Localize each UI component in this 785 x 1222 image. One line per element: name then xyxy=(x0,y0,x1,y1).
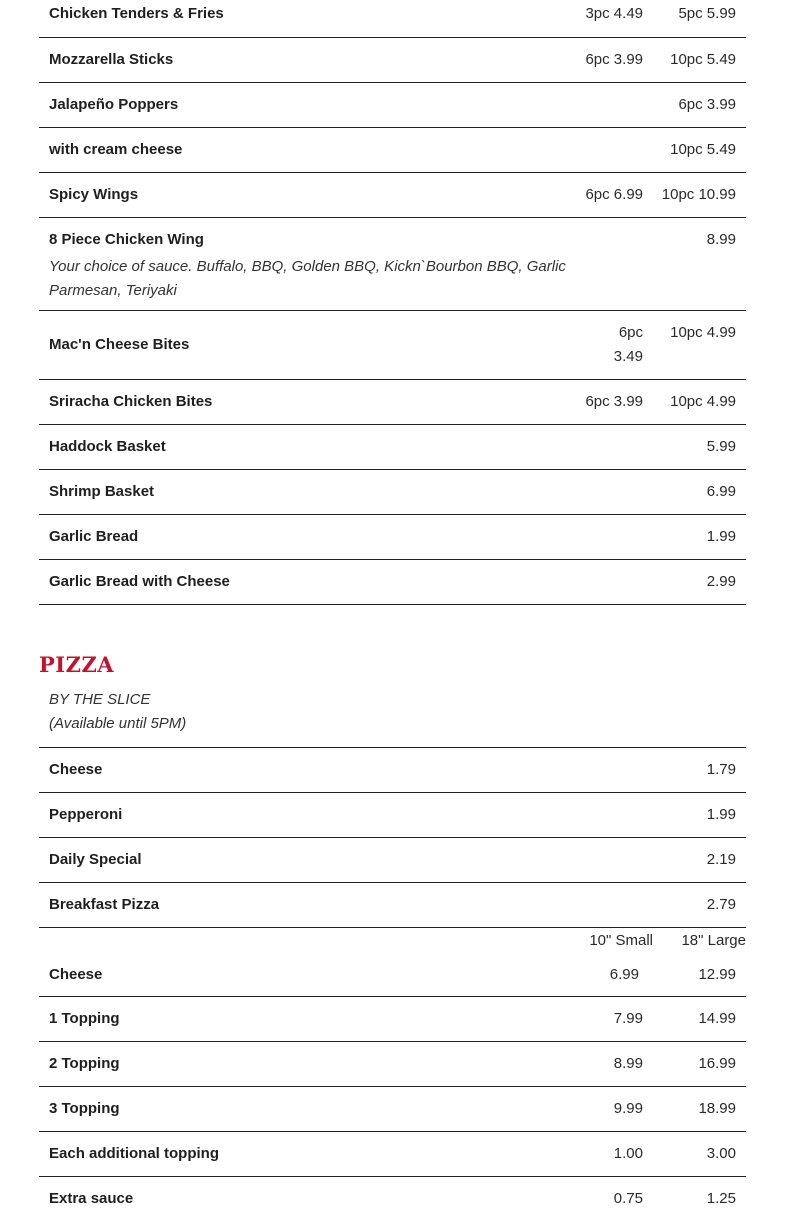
menu-item-haddock-basket xyxy=(39,425,746,470)
item-name: Cheese xyxy=(49,966,103,983)
menu-item-shrimp-basket xyxy=(39,470,746,515)
item-price: 1.99 xyxy=(706,806,736,823)
section-note-line: BY THE SLICE xyxy=(49,691,151,708)
item-name: Garlic Bread with Cheese xyxy=(49,573,230,590)
menu-item-8-piece-chicken-wing xyxy=(39,218,746,311)
size-header xyxy=(39,928,746,963)
item-name: Daily Special xyxy=(49,851,142,868)
item-price-large: 10pc 5.49 xyxy=(670,51,736,68)
item-price-small: 6.99 xyxy=(609,966,639,983)
item-price-large: 5pc 5.99 xyxy=(678,5,736,22)
item-name: Extra sauce xyxy=(49,1190,134,1207)
item-name: Chicken Tenders & Fries xyxy=(49,5,224,22)
item-name: 8 Piece Chicken Wing xyxy=(49,231,204,248)
item-price-small: 6pc 6.99 xyxy=(585,186,643,203)
menu-item-with-cream-cheese xyxy=(39,128,746,173)
item-price: 10pc 5.49 xyxy=(670,141,736,158)
item-price-small: 3.49 xyxy=(613,348,643,365)
item-price: 2.19 xyxy=(706,851,736,868)
item-name: Shrimp Basket xyxy=(49,483,155,500)
item-price-large: 18.99 xyxy=(698,1100,736,1117)
item-price-large: 16.99 xyxy=(698,1055,736,1072)
item-name: Mozzarella Sticks xyxy=(49,51,174,68)
item-name: Mac'n Cheese Bites xyxy=(49,336,190,353)
appetizer-menu xyxy=(39,0,746,605)
item-name: Jalapeño Poppers xyxy=(49,96,179,113)
item-name: Pepperoni xyxy=(49,806,123,823)
menu-item-sriracha-chicken-bites xyxy=(39,380,746,425)
item-price-large: 1.25 xyxy=(706,1190,736,1207)
item-price: 5.99 xyxy=(706,438,736,455)
pizza-menu xyxy=(39,747,746,1222)
item-price: 1.99 xyxy=(706,528,736,545)
item-price-small-qty: 6pc xyxy=(618,324,643,341)
menu-item-spicy-wings xyxy=(39,173,746,218)
item-price: 6.99 xyxy=(706,483,736,500)
menu-item-whole-1-topping xyxy=(39,997,746,1042)
item-name: Spicy Wings xyxy=(49,186,139,203)
item-price-small: 0.75 xyxy=(613,1190,643,1207)
item-name: Sriracha Chicken Bites xyxy=(49,393,213,410)
menu-item-garlic-bread-with-cheese xyxy=(39,560,746,605)
item-name: Each additional topping xyxy=(49,1145,219,1162)
size-small-label: 10" Small xyxy=(589,932,653,949)
item-description: Your choice of sauce. Buffalo, BBQ, Golden BBQ, Kickn`Bourbon BBQ, Garlic Parmesan, Teriyaki xyxy=(49,258,566,299)
item-price: 8.99 xyxy=(706,231,736,248)
menu-item-whole-2-topping xyxy=(39,1042,746,1087)
item-price-large: 14.99 xyxy=(698,1010,736,1027)
item-price-small: 3pc 4.49 xyxy=(585,5,643,22)
item-name: Breakfast Pizza xyxy=(49,896,160,913)
menu-item-mac-n-cheese-bites xyxy=(39,311,746,380)
item-price-small: 7.99 xyxy=(613,1010,643,1027)
menu-item-slice-cheese xyxy=(39,748,746,793)
item-price-large: 10pc 10.99 xyxy=(661,186,736,203)
size-large-label: 18" Large xyxy=(681,932,746,949)
item-price-small: 1.00 xyxy=(613,1145,643,1162)
item-price-small: 6pc 3.99 xyxy=(585,393,643,410)
section-note xyxy=(49,688,186,736)
item-name: 3 Topping xyxy=(49,1100,120,1117)
item-price-large: 10pc 4.99 xyxy=(670,393,736,410)
item-price-large: 3.00 xyxy=(706,1145,736,1162)
menu-item-mozzarella-sticks xyxy=(39,38,746,83)
menu-item-slice-daily-special xyxy=(39,838,746,883)
menu-item-extra-sauce xyxy=(39,1177,746,1222)
item-name: 1 Topping xyxy=(49,1010,120,1027)
item-name: 2 Topping xyxy=(49,1055,120,1072)
item-price: 2.79 xyxy=(706,896,736,913)
menu-item-whole-cheese xyxy=(39,963,746,997)
item-name: Cheese xyxy=(49,761,103,778)
item-price-large: 12.99 xyxy=(698,966,736,983)
item-price-small: 6pc 3.99 xyxy=(585,51,643,68)
menu-item-slice-pepperoni xyxy=(39,793,746,838)
section-title-pizza: PIZZA xyxy=(39,652,115,677)
menu-item-garlic-bread xyxy=(39,515,746,560)
menu-item-whole-3-topping xyxy=(39,1087,746,1132)
section-note-line: (Available until 5PM) xyxy=(49,715,187,732)
menu-item-chicken-tenders xyxy=(39,0,746,38)
item-price: 1.79 xyxy=(706,761,736,778)
item-price: 6pc 3.99 xyxy=(678,96,736,113)
menu-item-each-additional-topping xyxy=(39,1132,746,1177)
menu-item-jalapeno-poppers xyxy=(39,83,746,128)
item-price-large: 10pc 4.99 xyxy=(670,324,736,341)
item-price-small: 9.99 xyxy=(613,1100,643,1117)
menu-item-slice-breakfast-pizza xyxy=(39,883,746,928)
item-price-small: 8.99 xyxy=(613,1055,643,1072)
item-name: Garlic Bread xyxy=(49,528,139,545)
item-name: Haddock Basket xyxy=(49,438,166,455)
item-name: with cream cheese xyxy=(49,141,183,158)
item-price: 2.99 xyxy=(706,573,736,590)
